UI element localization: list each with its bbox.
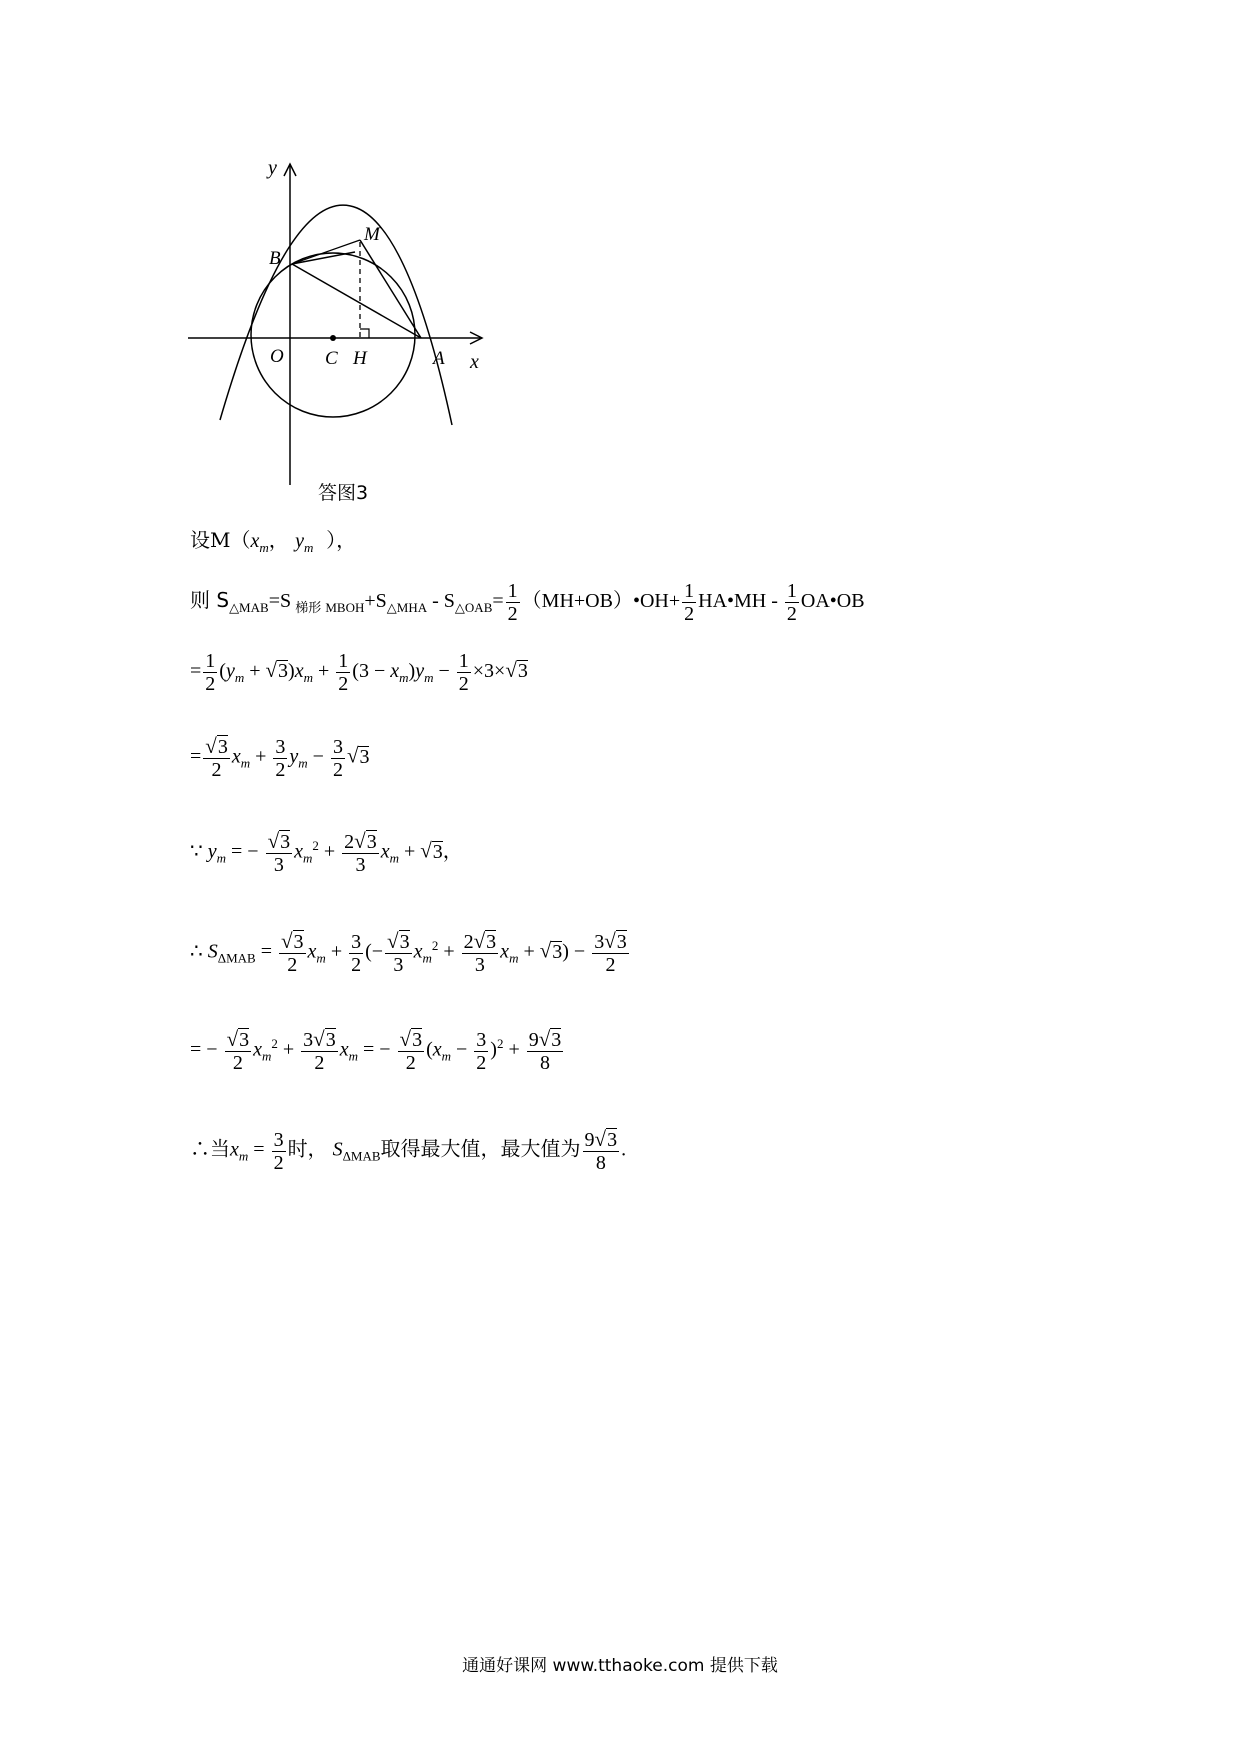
text-oaob: OA•OB [800,590,865,613]
text-minus-s: - S [427,590,455,613]
segment-MA [360,240,421,338]
text-eq-s: =S [268,590,292,613]
text-shi: 时， [287,1138,328,1161]
text-let: 设M（ [190,528,251,552]
line-set-m [190,530,356,554]
frac-half: $\frac{1}{2}$ [507,580,518,625]
point-C [330,335,336,341]
var-x: x [250,530,260,552]
label-M: M [364,224,380,245]
text-close: ）， [326,528,357,552]
sub-oab: △OAB [454,600,493,616]
frac-half: $\frac{1}{2}$ [786,580,797,625]
line-complete-square: = − $\frac{√3}{2}$ $x_m^2$ + $\frac{3√3}{2}$ $x_m$ = − $\frac{√3}{2}$ ($x_m$ − $\frac{3}{2}$ )$^2$ + $\frac{9√3}{8}$ [190,1027,562,1075]
right-angle-mark [360,329,369,338]
var-y: y [295,530,305,552]
parabola [220,205,452,425]
segment-BM2 [292,240,360,264]
frac-half: $\frac{1}{2}$ [684,580,695,625]
label-y: y [268,157,277,179]
footer-text: 通通好课网 www.tthaoke.com 提供下载 [462,1656,778,1676]
sub-mha: △MHA [386,600,428,616]
label-C: C [325,348,338,369]
sub-mboh: MBOH [325,600,365,616]
text-hamh: HA•MH - [698,590,783,613]
text-mhob: （MH+OB）•OH+ [521,590,681,613]
label-O: O [270,346,284,367]
label-x: x [470,351,479,373]
text-comma: ， [268,528,289,552]
line-because: ∵ $y_m$ = − $\frac{√3}{3}$ $x_m^2$ + $\frac{2√3}{3}$ $x_m + √3$， [190,829,463,877]
text-plus-s: +S [364,590,387,613]
figure-caption: 答图3 [318,482,369,504]
line-conclusion: ∴当$x_m$ = $\frac{3}{2}$ 时， $S_{\Delta MAB}$取得最大值，最大值为 $\frac{9√3}{8}$ . [190,1127,627,1175]
sub-m: m [259,540,269,555]
figure-diagram [180,150,520,490]
line-expand-2: = $\frac{√3}{2}$ $x_m$ + $\frac{3}{2}$ $y_m$ − $\frac{3}{2}$ √3 [190,734,370,782]
text-eq: = [492,590,504,613]
sub-m: m [304,540,314,555]
label-H: H [353,348,367,369]
segment-BA [292,264,421,338]
line-therefore-1: ∴ $S_{\Delta MAB}$ = $\frac{√3}{2}$ $x_m$ + $\frac{3}{2}$ (− $\frac{√3}{3}$ $x_m^2$ + $\frac{2√3}{3}$ $x_m + √3$) − $\frac{3√3}{2}$ [190,929,627,977]
line-area-formula [190,580,865,625]
line-expand-1: = $\frac{1}{2}$ $(y_m + √3)x_m$ + $\frac{1}{2}$ $(3 - x_m)y_m$ − $\frac{1}{2}$ ×3×√3 [190,650,528,695]
sub-trap: 梯形 [291,601,326,617]
label-A: A [433,348,445,369]
text-when: ∴当 [190,1138,230,1161]
label-B: B [269,248,281,269]
sub-mab: △MAB [229,600,269,616]
text-max: 取得最大值，最大值为 [380,1138,581,1161]
text-then: 则 S [190,588,230,613]
